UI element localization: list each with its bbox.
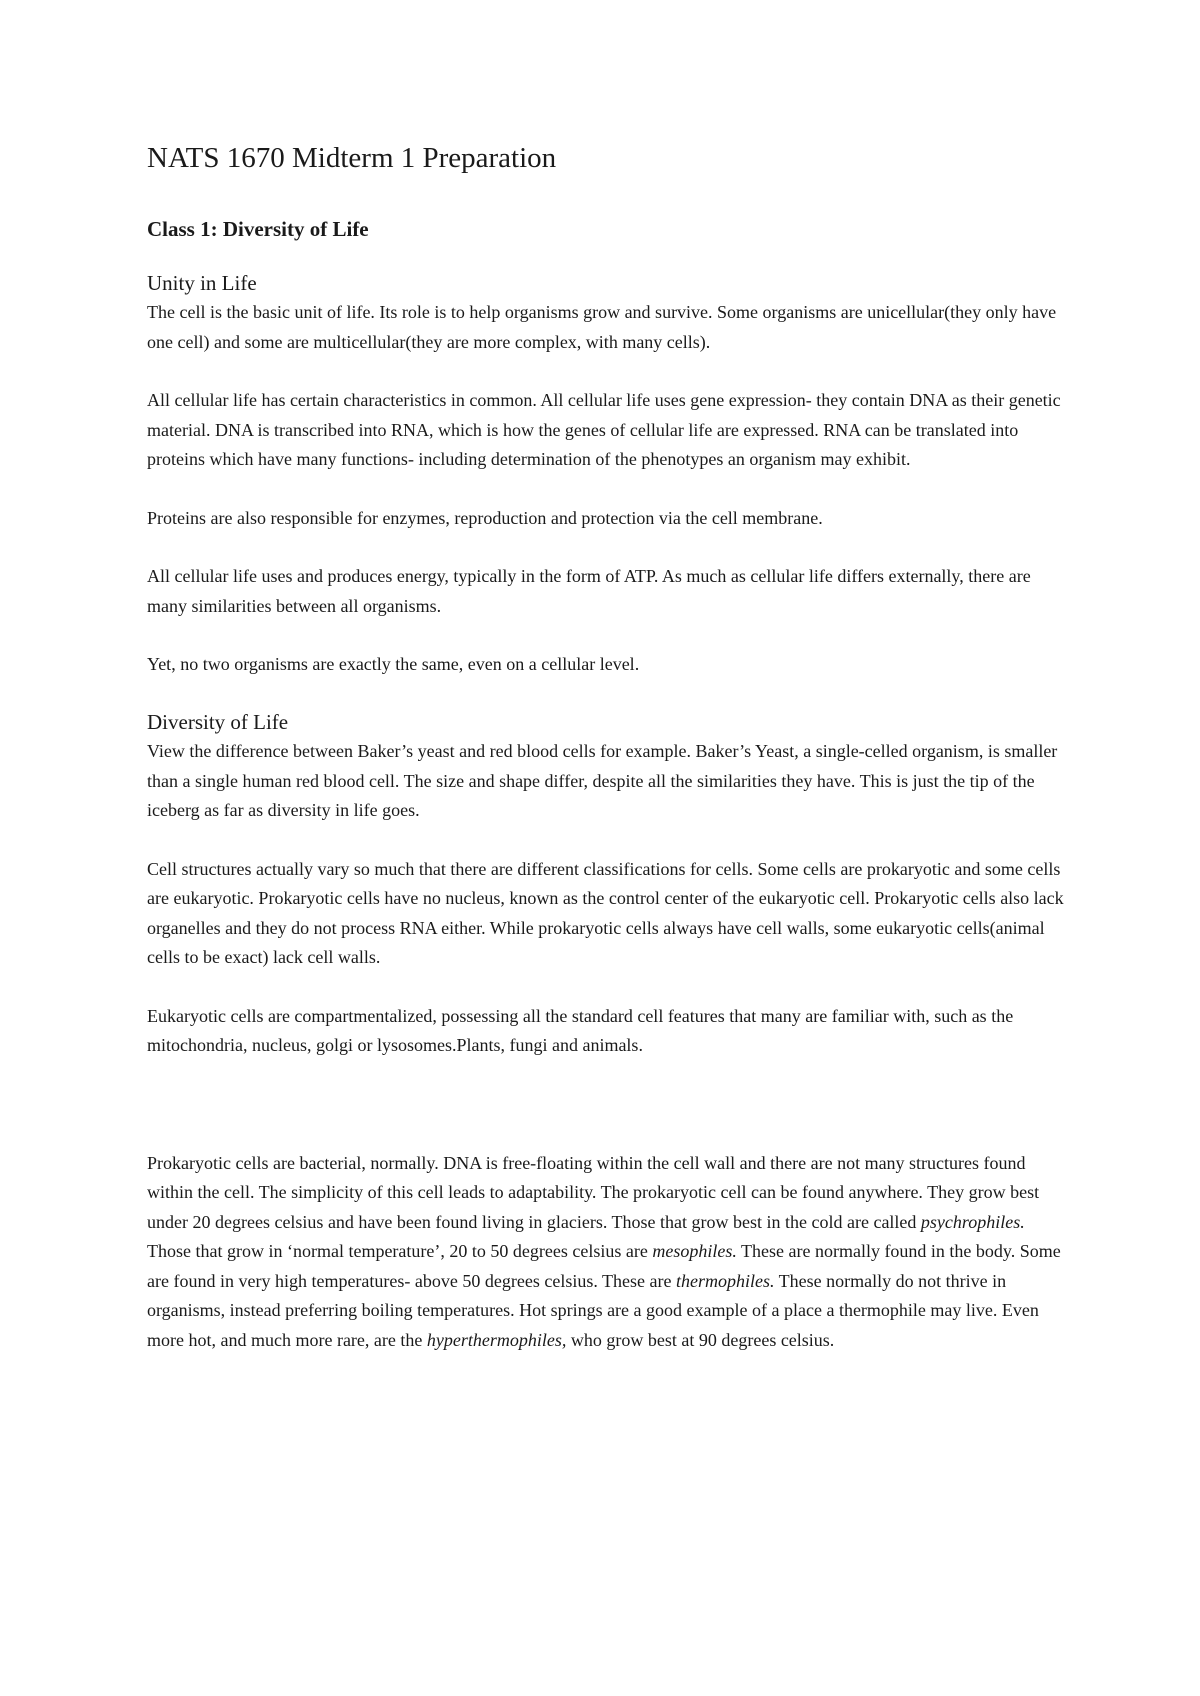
text-run: These are normally found in the body. Some are found in very high temperatures- above 50 degrees celsius. These are (147, 1241, 1061, 1291)
term-thermophiles: thermophiles. (675, 1270, 775, 1291)
section-heading-unity: Unity in Life (147, 270, 257, 295)
paragraph: View the difference between Baker’s yeast and red blood cells for example. Baker’s Yeast, a single-celled organism, is smaller than a single human red blood cell. The size and shape differ, despite all the similarities they have. This is just the tip of the iceberg as far as diversity in life goes. (147, 741, 1058, 821)
text-run: who grow best at 90 degrees celsius. (566, 1329, 835, 1350)
paragraph: Yet, no two organisms are exactly the same, even on a cellular level. (147, 654, 640, 675)
blank-space (147, 1090, 1067, 1149)
document-title: NATS 1670 Midterm 1 Preparation (147, 142, 557, 174)
paragraph: The cell is the basic unit of life. Its role is to help organisms grow and survive. Some organisms are unicellular(they only have one cell) and some are multicellular(they are more complex, with many cells). (147, 302, 1057, 352)
paragraph-prokaryotic-temperatures (147, 1149, 1067, 1356)
term-hyperthermophiles: hyperthermophiles, (426, 1329, 567, 1350)
document-content (147, 140, 1067, 1384)
section-diversity-of-life (147, 708, 1067, 1355)
text-run: Prokaryotic cells are bacterial, normally. DNA is free-floating within the cell wall and there are not many structures found within the cell. The simplicity of this cell leads to adaptability. The prokaryotic cell can be found anywhere. They grow best under 20 degrees celsius and have been found living in glaciers. Those that grow best in the cold are called (147, 1152, 1040, 1232)
term-psychrophiles: psychrophiles. (920, 1211, 1025, 1232)
class-heading: Class 1: Diversity of Life (147, 216, 369, 241)
text-run: These normally do not thrive in organisms, instead preferring boiling temperatures. Hot springs are a good example of a place a thermophile may live. Even more hot, and much more rare, are the (147, 1270, 1039, 1350)
paragraph: Cell structures actually vary so much that there are different classifications for cells. Some cells are prokaryotic and some cells are eukaryotic. Prokaryotic cells have no nucleus, known as the control center of the eukaryotic cell. Prokaryotic cells also lack organelles and they do not process RNA either. While prokaryotic cells always have cell walls, some eukaryotic cells(animal cells to be exact) lack cell walls. (147, 858, 1064, 968)
text-run: Those that grow in ‘normal temperature’, 20 to 50 degrees celsius are (147, 1241, 653, 1262)
term-mesophiles: mesophiles. (652, 1241, 737, 1262)
paragraph: All cellular life has certain characteristics in common. All cellular life uses gene expression- they contain DNA as their genetic material. DNA is transcribed into RNA, which is how the genes of cellular life are expressed. RNA can be translated into proteins which have many functions- including determination of the phenotypes an organism may exhibit. (147, 390, 1061, 470)
section-unity-in-life (147, 269, 1067, 680)
section-heading-diversity: Diversity of Life (147, 709, 289, 734)
paragraph: Eukaryotic cells are compartmentalized, possessing all the standard cell features that many are familiar with, such as the mitochondria, nucleus, golgi or lysosomes.Plants, fungi and animals. (147, 1005, 1014, 1056)
paragraph: Proteins are also responsible for enzymes, reproduction and protection via the cell membrane. (147, 507, 823, 528)
paragraph: All cellular life uses and produces energy, typically in the form of ATP. As much as cellular life differs externally, there are many similarities between all organisms. (147, 566, 1031, 616)
